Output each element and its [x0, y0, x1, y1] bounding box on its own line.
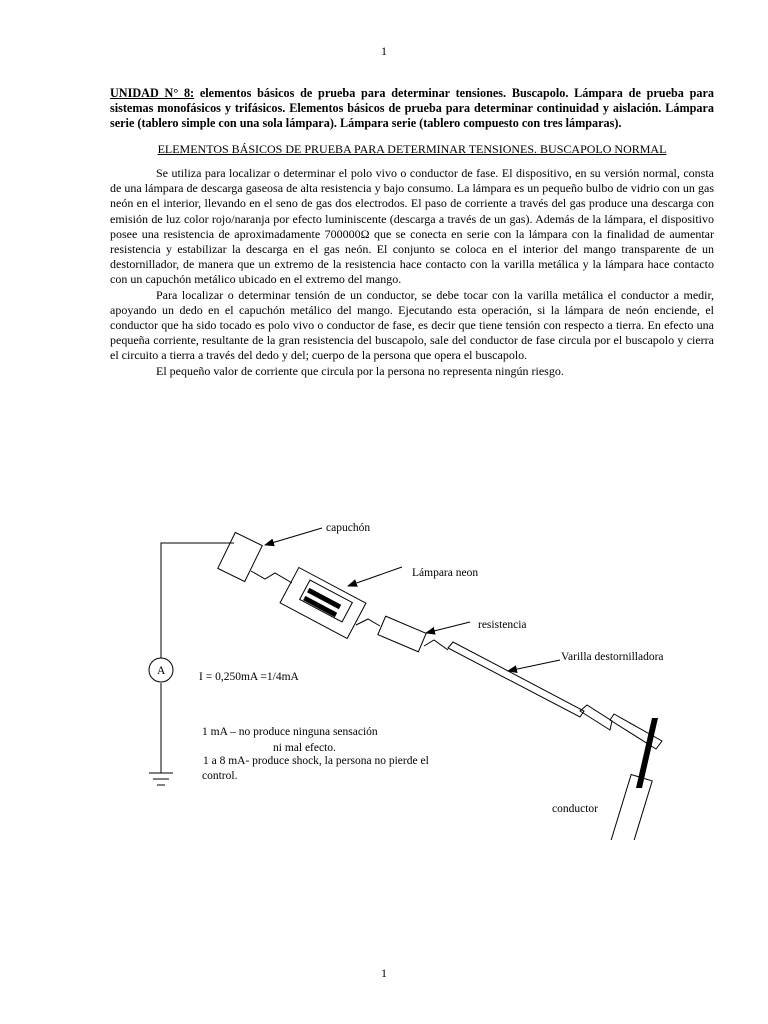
body-text — [110, 166, 714, 379]
note-line-3: 1 a 8 mA- produce shock, la persona no pierde el — [203, 755, 429, 767]
arrow-lampara — [348, 567, 402, 586]
note-line-4: control. — [202, 770, 238, 782]
conductor-body — [608, 775, 652, 840]
resistor-body — [378, 616, 426, 652]
cap-lamp-connector — [251, 571, 292, 583]
label-conductor: conductor — [552, 803, 598, 815]
label-capuchon: capuchón — [326, 522, 371, 534]
arrow-capuchon — [265, 528, 322, 545]
arrow-varilla — [508, 660, 560, 671]
ground-icon — [149, 773, 173, 785]
page-number-bottom: 1 — [381, 966, 387, 980]
resistor-rod-connector — [424, 640, 448, 650]
circuit-wire — [161, 543, 234, 658]
note-line-2: ni mal efecto. — [273, 742, 336, 754]
lamp-housing — [280, 568, 366, 639]
paragraph-3: El pequeño valor de corriente que circula por la persona no representa ningún riesgo. — [156, 363, 564, 378]
section-title: ELEMENTOS BÁSICOS DE PRUEBA PARA DETERMINAR TENSIONES. BUSCAPOLO NORMAL — [157, 142, 667, 156]
label-resistencia: resistencia — [478, 619, 527, 631]
screwdriver-ferrule — [580, 705, 612, 730]
label-ammeter: A — [157, 665, 166, 677]
lamp-resistor-connector — [356, 619, 380, 626]
paragraph-2: Para localizar o determinar tensión de un conductor, se debe tocar con la varilla metálica el conductor a medir, apoyando un dedo en el capuchón metálico del mango. Ejecutando esta operación, si la lámpara de neón enciende, el conductor que ha sido tocado es polo vivo o conductor de fase, es decir que tiene tensión con respecto a tierra. En efecto una pequeña corriente, resultante de la gran resistencia del buscapolo, sale del conductor de fase circula por el buscapolo y cierra el circuito a tierra a través del dedo y del; cuerpo de la persona que opera el buscapolo. — [110, 287, 714, 363]
note-line-1: 1 mA – no produce ninguna sensación — [202, 726, 378, 738]
arrow-resistencia — [426, 622, 470, 633]
unit-heading — [110, 86, 714, 131]
unit-label: UNIDAD N° 8: — [110, 86, 195, 100]
label-lampara: Lámpara neon — [412, 567, 479, 579]
page-number-top: 1 — [381, 44, 387, 58]
buscapolo-diagram — [0, 500, 768, 840]
unit-description: elementos básicos de prueba para determinar tensiones. Buscapolo. Lámpara de prueba para sistemas monofásicos y trifásicos. Elementos básicos de prueba para determinar continuidad y aislación. Lámpara serie (tablero simple con una sola lámpara). Lámpara serie (tablero compuesto con tres lámparas). — [110, 86, 715, 130]
paragraph-1: Se utiliza para localizar o determinar el polo vivo o conductor de fase. El dispositivo, en su versión normal, consta de una lámpara de descarga gaseosa de alta resistencia y bajo consumo. La lámpara es un pequeño bulbo de vidrio con un gas neón en el interior, llevando en el seno de gas dos electrodos. El paso de corriente a través del gas produce una descarga con emisión de luz color rojo/naranja por efecto luminiscente (descarga a través de un gas). Además de la lámpara, el dispositivo posee una resistencia de aproximadamente 700000Ω que se conecta en serie con la lámpara con la finalidad de aumentar resistencia y estabilizar la descarga en el gas neón. El conjunto se coloca en el interior del mango transparente de un destornillador, de manera que un extremo de la resistencia hace contacto con la varilla metálica y la lámpara hace contacto con un capuchón metálico ubicado en el extremo del mango. — [110, 166, 714, 287]
label-current: I = 0,250mA =1/4mA — [199, 671, 299, 683]
label-varilla: Varilla destornilladora — [561, 651, 664, 663]
